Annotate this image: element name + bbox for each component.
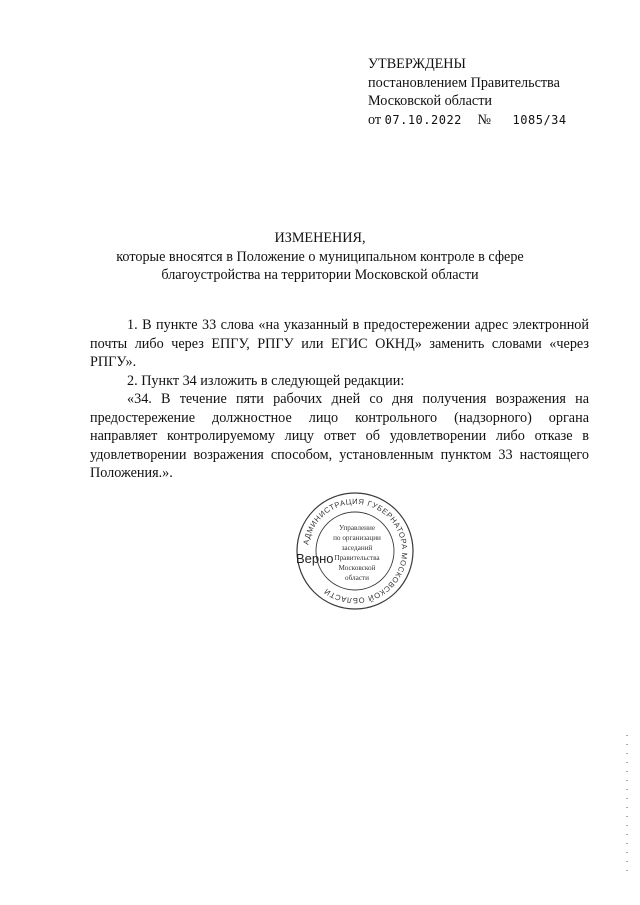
approval-number: 1085/34 <box>512 112 567 127</box>
stamp-inner-line-4: Правительства <box>334 554 380 562</box>
paragraph-item-1: 1. В пункте 33 слова «на указанный в предостережении адрес электронной почты либо через ЕПГУ, РПГУ или ЕГИС ОКНД» заменить словами «через РПГУ». <box>90 317 589 370</box>
stamp-verno-note: Верно <box>296 551 334 566</box>
stamp-inner-line-2: по организации <box>333 534 381 542</box>
approval-line-1: постановлением Правительства <box>368 74 560 91</box>
document-subtitle-line-1: которые вносятся в Положение о муниципальном контроле в сфере <box>116 248 524 265</box>
document-title-block <box>80 229 560 285</box>
approval-block <box>368 55 618 129</box>
stamp-inner-line-3: заседаний <box>341 544 373 552</box>
approval-date: 07.10.2022 <box>384 112 462 127</box>
stamp-inner-line-1: Управление <box>338 524 376 532</box>
margin-scan-marks <box>626 735 628 875</box>
stamp-ring-text: АДМИНИСТРАЦИЯ ГУБЕРНАТОРА МОСКОВСКОЙ ОБЛАСТИ <box>301 496 410 606</box>
approval-title: УТВЕРЖДЕНЫ <box>368 56 466 72</box>
paragraph-item-3-quoted: «34. В течение пяти рабочих дней со дня получения возражения на предостережение должностное лицо контрольного (надзорного) органа направляет контролируемому лицу ответ об удовлетворении либо отказе в удовлетворении возражения способом, установленным пунктом 33 настоящего Положения.». <box>90 391 589 481</box>
stamp-inner-text <box>333 524 381 582</box>
document-subtitle-line-2: благоустройства на территории Московской области <box>161 267 479 283</box>
stamp-inner-line-5: Московской <box>338 564 376 572</box>
approval-date-line <box>368 111 618 130</box>
approval-number-sign: № <box>477 111 491 128</box>
approval-line-2: Московской области <box>368 93 493 109</box>
document-body <box>90 316 589 483</box>
approval-date-prefix: от <box>368 111 382 128</box>
paragraph-item-2: 2. Пункт 34 изложить в следующей редакции: <box>127 372 405 389</box>
stamp-inner-line-6: области <box>344 574 370 582</box>
document-heading: ИЗМЕНЕНИЯ, <box>274 230 366 246</box>
